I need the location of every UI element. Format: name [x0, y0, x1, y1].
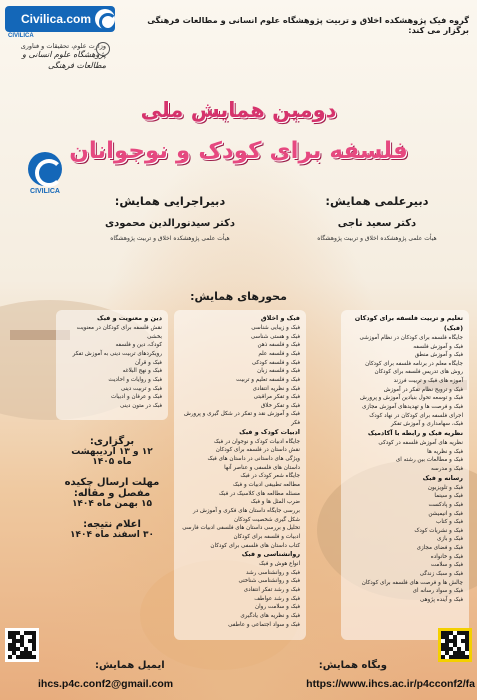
topic-item: فبک و سبک زندگی [419, 571, 463, 578]
topic-item: فبک و آموزش منطق [414, 352, 463, 359]
topic-item: فبک و قرآن [134, 359, 162, 366]
topic-heading: تعلیم و تربیت فلسفه برای کودکان (فبک) [354, 314, 463, 332]
topic-item: فبک و توسعه تحول بنیادین آموزش و پرورش [360, 395, 463, 402]
topic-item: فبک و تربیت دینی [120, 385, 162, 392]
qr-code-right[interactable] [438, 628, 472, 662]
result-value: ۳۰ اسفند ماه ۱۴۰۴ [70, 530, 154, 540]
topics-column-left [56, 310, 168, 420]
topic-heading: ادبیات کودک و فبک [239, 427, 300, 436]
topic-item: فبک و خانواده [430, 553, 463, 560]
executive-secretary-heading: دبیراجرایی همایش: [114, 194, 226, 208]
topic-item: آموزه های فبک و تربیت فرزند [393, 378, 463, 385]
topic-item: فبک و پادکست [428, 501, 463, 508]
topic-item: فبک و زیبایی شناسی [251, 324, 300, 331]
topic-item: فبک و آینده پژوهی [419, 597, 463, 604]
civilica-mid-label: CIVILICA [30, 188, 60, 195]
qr-module [12, 655, 16, 659]
qr-module [441, 655, 445, 659]
topic-item: انواع هوش و فبک [259, 561, 300, 568]
topic-item: فبک و مطالعات بین رشته ای [395, 457, 463, 464]
topic-item: فبک و نظریه ها [427, 448, 463, 455]
institution-seal-icon [96, 42, 110, 56]
topic-item: فبک و رشد تفکر انتقادی [243, 587, 300, 594]
topic-item: جایگاه فلسفه برای کودکان در نظام آموزشی [359, 334, 463, 341]
deadline-value: ۱۵ بهمن ماه ۱۴۰۴ [71, 499, 153, 509]
qr-module [445, 655, 449, 659]
qr-module [32, 655, 36, 659]
topic-item: فبک و فلسفه کودکی [251, 359, 300, 366]
topic-item: فبک و انیمیشن [428, 510, 463, 517]
topic-item: فبک و نشریات کودک [414, 527, 463, 534]
topic-item: فبک، سهامداری و آموزش تفکر [390, 421, 463, 428]
website-link[interactable]: https://www.ihcs.ac.ir/p4cconf2/fa [306, 678, 475, 690]
topic-item: نقش فلسفه برای کودکان در معنویت بخشی [76, 324, 162, 340]
civilica-mid-icon [28, 152, 62, 186]
poster-title-line2: فلسفه برای کودک و نوجوانان [69, 138, 408, 164]
topic-heading: نظریه فبک و رابطه با آکادمیک [367, 429, 463, 438]
topics-column-right [341, 310, 469, 640]
topic-item: فبک و روایات و احادیث [108, 376, 162, 383]
topic-item: فبک و آموزش فلسفه [413, 343, 463, 350]
topic-item: فبک و نظریه انتقادی [252, 385, 300, 392]
topic-item: داستان های فلسفی و عناصر آنها [224, 464, 300, 471]
topic-item: نظریه های آموزش فلسفه در کودکی [378, 439, 463, 446]
topic-item: فبک و کتاب [436, 519, 463, 526]
topic-item: فبک و سلامت [430, 562, 463, 569]
scientific-secretary-affiliation: هیأت علمی پژوهشکده اخلاق و تربیت پژوهشگاه [317, 235, 437, 242]
topic-item: فبک و روانشناسی رشد [246, 569, 300, 576]
topic-item: جایگاه معلم در برنامه فلسفه برای کودکان [365, 360, 463, 367]
topic-heading: فبک و اخلاق [260, 314, 300, 322]
topic-item: فبک و فلسفه تعلیم و تربیت [236, 376, 300, 383]
held-value: ۱۲ و ۱۳ اردیبهشت ماه ۱۴۰۵ [71, 447, 153, 467]
topic-item: کودک، دین و فلسفه [115, 342, 162, 349]
email-link[interactable]: ihcs.p4c.conf2@gmail.com [38, 678, 174, 690]
topic-item: فبک و نظریه های یادگیری [240, 613, 300, 620]
topic-item: فبک و فضای مجازی [416, 545, 463, 552]
topics-column-middle [174, 310, 306, 640]
civilica-mid-logo [22, 152, 68, 195]
topic-heading: رسانه و فبک [422, 473, 463, 482]
topic-item: اجرای فلسفه برای کودکان در نهاد کودک [369, 412, 463, 419]
executive-secretary-name: دکتر سیدنورالدین محمودی [104, 218, 236, 229]
held-label: برگزاری: [89, 436, 135, 447]
important-dates [64, 436, 160, 550]
topic-heading: دین و معنویت و فبک [97, 314, 162, 322]
topic-item: ویژگی های داستانی در داستان های فبک [207, 456, 300, 463]
topic-item: بررسی جایگاه داستان های فکری و آموزش در شکل گیری شخصیت کودکان [193, 507, 300, 523]
topic-item: فبک و روانشناسی شناختی [238, 578, 300, 585]
topic-item: فبک و فلسفه ذهن [257, 342, 300, 349]
topic-item: فبک و آموزش نقد و تفکر در شکل گیری و پرورش فکر [183, 411, 300, 427]
qr-module [16, 655, 20, 659]
topic-item: مطالعه تطبیقی ادبیات و فبک [232, 482, 300, 488]
topic-item: رویکردهای تربیت دینی به آموزش تفکر [72, 350, 162, 357]
website-label: وبگاه همایش: [318, 660, 387, 671]
topic-item: فبک و سینما [434, 493, 463, 500]
scientific-secretary-heading: دبیرعلمی همایش: [325, 194, 429, 208]
topic-item: فبک و نهج البلاغه [122, 368, 162, 375]
topic-item: چالش ها و فرصت های فلسفه برای کودکان [361, 579, 463, 586]
institution-line2: پژوهشگاه علوم انسانی و مطالعات فرهنگی [22, 50, 106, 70]
topic-item: ضرب المثل ها و فبک [250, 499, 300, 506]
executive-secretary [90, 194, 250, 242]
qr-code-left[interactable] [5, 628, 39, 662]
topics-heading: محورهای همایش: [190, 290, 287, 303]
topic-item: فبک و فلسفه زبان [257, 368, 300, 375]
topic-item: فبک و ترویج نظام تفکر در آموزش [383, 386, 463, 393]
topic-item: فبک و تلویزیون [427, 484, 463, 491]
deadline-label: مهلت ارسال چکیده مفصل و مقاله: [64, 477, 160, 499]
email-label: ایمیل همایش: [95, 660, 165, 671]
scientific-secretary [307, 194, 447, 242]
topic-item: فبک و هستی شناسی [250, 333, 300, 340]
topic-item: روش های تدریس فلسفه برای کودکان [374, 369, 463, 376]
topic-item: تحلیل و بررسی داستان های فلسفی ادبیات فارسی [182, 525, 300, 532]
topic-item: مسئله مطالعه های کلاسیک در فبک [218, 490, 300, 497]
topic-heading: روانشناسی و فبک [241, 550, 300, 559]
institution-logo [6, 42, 106, 72]
topic-item: فبک و رشد عواطف [254, 595, 300, 602]
qr-module [461, 655, 465, 659]
qr-module [24, 655, 28, 659]
topic-item: فبک و تفکر خلاق [260, 402, 300, 409]
topic-item: فبک و مدرسه [431, 465, 463, 472]
topic-item: فبک و سلامت روان [255, 604, 300, 611]
topic-item: فبک و فرصت ها و تهدیدهای آموزش مجازی [362, 404, 463, 411]
qr-module [20, 655, 24, 659]
executive-secretary-affiliation: هیأت علمی پژوهشکده اخلاق و تربیت پژوهشگاه [110, 235, 230, 242]
topic-item: فبک و بازی [437, 536, 463, 543]
civilica-logo[interactable] [5, 6, 115, 32]
civilica-icon [95, 9, 115, 29]
topic-item: فبک و فلسفه علم [258, 350, 300, 357]
institution-line1: وزارت علوم، تحقیقات و فناوری [20, 42, 106, 50]
scientific-secretary-name: دکتر سعید ناجی [337, 218, 417, 229]
qr-module [28, 655, 32, 659]
qr-module [449, 655, 453, 659]
topic-item: فبک و سواد اجتماعی و عاطفی [228, 621, 300, 628]
topic-item: جایگاه شعر کودک در فبک [240, 473, 300, 480]
topic-item: کتاب داستان های فلسفی برای کودکان [210, 542, 300, 549]
topic-item: نقش داستان در فلسفه برای کودکان [215, 447, 300, 454]
qr-module [465, 655, 469, 659]
civilica-brand-text: Civilica.com [20, 12, 91, 26]
qr-module [8, 655, 12, 659]
topic-item: فبک و عرفان و ادبیات [110, 394, 162, 401]
topic-item: فبک در متون دینی [120, 402, 162, 409]
poster-title-line1: دومین همایش ملی [140, 98, 337, 122]
topic-item: فبک و تفکر مراقبتی [253, 394, 300, 401]
topic-item: فبک و سواد رسانه ای [412, 588, 463, 595]
topic-item: جایگاه ادبیات کودک و نوجوان در فبک [213, 438, 300, 445]
organizer-line: گروه فیک پژوهشکده اخلاق و تربیت پژوهشگاه علوم انسانی و مطالعات فرهنگی برگزار می کند: [147, 15, 469, 35]
topic-item: ادبیات و فلسفه برای کودکان [233, 533, 300, 540]
result-label: اعلام نتیجه: [83, 519, 141, 530]
qr-module [457, 655, 461, 659]
qr-module [453, 655, 457, 659]
civilica-sub-text: CIVILICA [8, 33, 34, 39]
